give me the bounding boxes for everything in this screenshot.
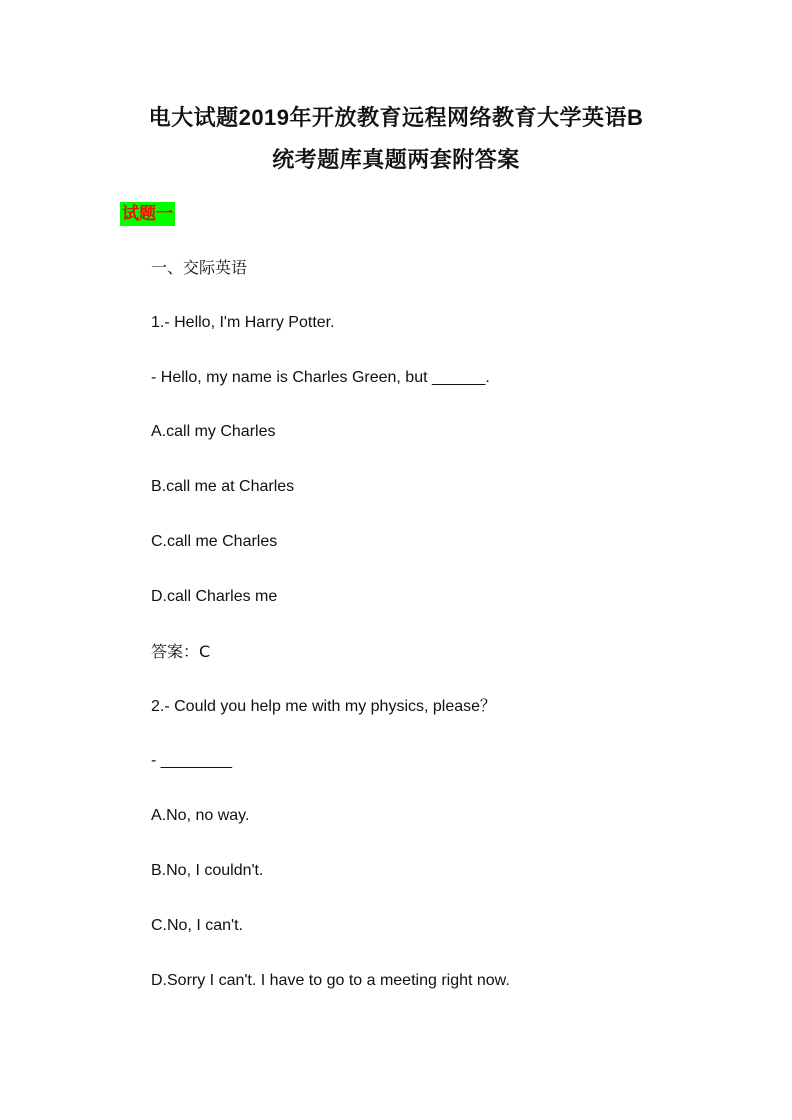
document-title-line-2: 统考题库真题两套附答案 [272, 147, 520, 172]
question-1-option-c: C.call me Charles [151, 533, 278, 550]
question-2-option-c: C.No, I can't. [151, 917, 243, 934]
question-2-prompt: 2.- Could you help me with my physics, please？ [151, 698, 497, 715]
section-label-highlight: 试题一 [120, 202, 175, 226]
question-1-option-a: A.call my Charles [151, 423, 276, 440]
question-2-response: - ________ [151, 752, 232, 769]
question-2-option-d: D.Sorry I can't. I have to go to a meeting right now. [151, 972, 510, 989]
question-1-answer: 答案：C [151, 642, 211, 661]
document-title-line-1: 电大试题2019年开放教育远程网络教育大学英语B [148, 105, 644, 130]
question-1-option-d: D.call Charles me [151, 588, 278, 605]
question-1-prompt: 1.- Hello, I'm Harry Potter. [151, 314, 335, 331]
question-2-option-a: A.No, no way. [151, 807, 250, 824]
question-1-option-b: B.call me at Charles [151, 478, 295, 495]
question-1-response: - Hello, my name is Charles Green, but ______. [151, 369, 490, 386]
part-heading: 一、交际英语 [151, 258, 248, 277]
question-2-option-b: B.No, I couldn't. [151, 862, 264, 879]
